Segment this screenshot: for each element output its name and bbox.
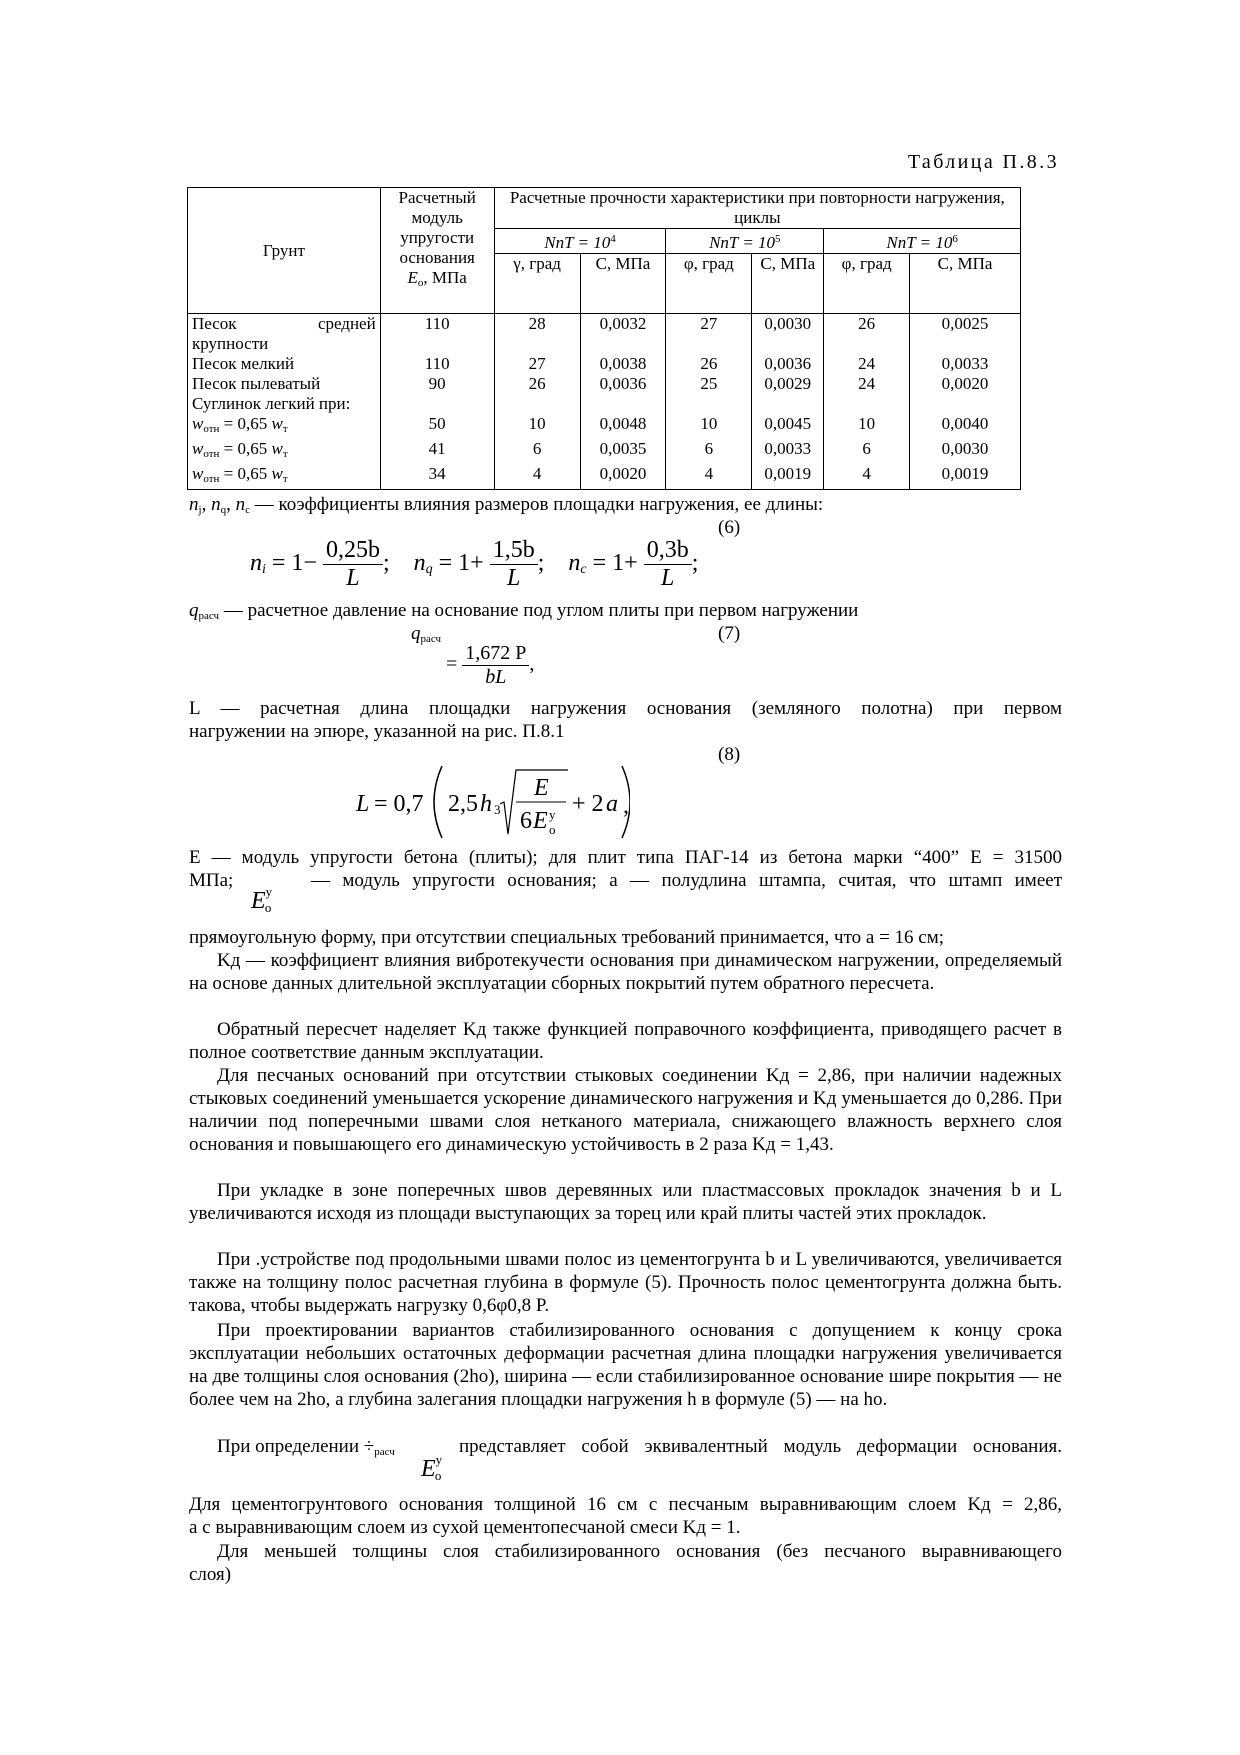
subheader-phi3: φ, град — [824, 254, 910, 314]
soil-cell: $w_{отн} = 0,65$ $w_т$ — [188, 414, 381, 439]
svg-text:L: L — [356, 791, 370, 817]
svg-text:E: E — [533, 808, 548, 834]
table-row: Песок средней крупности 110 28 0,0032 27 0,0030 26 0,0025 — [188, 314, 1021, 355]
table-row: $w_{отн} = 0,65$ $w_т$ 50 10 0,0048 10 0,0045 10 0,0040 — [188, 414, 1021, 439]
eq-number-7: (7) — [718, 623, 741, 644]
text-E-def-2: МПа; — модуль упругости основания; a — полудлина штампа, считая, что штамп имеет — [189, 870, 1062, 891]
soil-cell: Песок средней крупности — [188, 314, 381, 355]
eq-number-6: (6) — [718, 517, 741, 538]
text-last-2: слоя) — [189, 1564, 232, 1585]
svg-text:3: 3 — [494, 802, 501, 817]
header-strength: Расчетные прочности характеристики при повторности нагружения, циклы — [494, 188, 1020, 229]
text-E-def-1: E — модуль упругости бетона (плиты); для плит типа ПАГ-14 из бетона марки “400” E = 31500 — [189, 847, 1062, 868]
svg-text:+ 2: + 2 — [572, 791, 604, 817]
header-cycles-1e6: NnT = $10^6$ — [824, 229, 1021, 254]
text-E-def-3: прямоугольную форму, при отсутствии специальных требований принимается, что a = 16 см; — [189, 927, 945, 948]
para-kd: Kд — коэффициент влияния вибротекучести основания при динамическом нагружении, определяемый на основе данных длительной эксплуатации сборных покрытий путем обратного пересчета. — [189, 950, 1062, 994]
table-row: $w_{отн} = 0,65$ $w_т$ 41 6 0,0035 6 0,0033 6 0,0030 — [188, 439, 1021, 464]
para-reverse: Обратный пересчет наделяет Kд также функцией поправочного коэффициента, приводящего расчет в полное соответствие данным эксплуатации. — [189, 1019, 1062, 1063]
svg-text:2,5: 2,5 — [448, 791, 478, 817]
svg-text:h: h — [480, 791, 492, 817]
subheader-c3: C, МПа — [910, 254, 1021, 314]
formula-7-lhs: $q_{расч}$ — [411, 623, 442, 645]
text-L-def-2: нагружении на эпюре, указанной на рис. П.8.1 — [189, 721, 565, 742]
svg-text:a: a — [606, 791, 618, 817]
eq-number-8: (8) — [718, 744, 741, 765]
header-cycles-1e5: NnT = $10^5$ — [666, 229, 824, 254]
table-row: Песок мелкий 110 27 0,0038 26 0,0036 24 0,0033 — [188, 354, 1021, 374]
subheader-c1: C, МПа — [580, 254, 666, 314]
soil-cell: $w_{отн} = 0,65$ $w_т$ — [188, 464, 381, 490]
svg-text:E: E — [534, 775, 549, 801]
text-def-line: При определении $\div_{расч}$ представляет собой эквивалентный модуль деформации основания. — [217, 1436, 1062, 1458]
subheader-c2: C, МПа — [752, 254, 824, 314]
text-cement-1: Для цементогрунтового основания толщиной 16 см с песчаным выравнивающим слоем Kд = 2,86, — [189, 1494, 1062, 1515]
header-modulus: Расчетный модуль упругости основания $E_о$, МПа — [380, 188, 494, 314]
svg-text:= 0,7: = 0,7 — [374, 791, 424, 817]
table-caption: Таблица П.8.3 — [907, 151, 1059, 173]
subheader-phi2: φ, град — [666, 254, 752, 314]
para-sand: Для песчаных оснований при отсутствии стыковых соединении Kд = 2,86, при наличии надежных стыковых соединений уменьшается ускорение динамического нагружения и Kд уменьшается до 0,286. При наличии под поперечными швами слоя нетканого материала, снижающего влажность верхнего слоя основания и повышающего его динамическую устойчивость в 2 раза Kд = 1,43. — [189, 1065, 1062, 1155]
svg-text:у: у — [549, 807, 556, 822]
svg-text:6: 6 — [520, 808, 532, 834]
text-last-1: Для меньшей толщины слоя стабилизированного основания (без песчаного выравнивающего — [217, 1541, 1062, 1562]
table-row: Суглинок легкий при: — [188, 394, 1021, 414]
symbol-E-o-y-2: $E^уо$ — [421, 1452, 442, 1483]
formula-6: $n_i = 1-$ $\frac{0,25b}{L}$ ; $n_q = 1+$ $\frac{1,5b}{L}$ ; $n_c = 1+$ $\frac{0,3b}{L}$ ; — [250, 537, 699, 591]
para-design: При проектировании вариантов стабилизированного основания с допущением к концу срока эксплуатации небольших остаточных деформации расчетная длина площадки нагружения увеличивается на две толщины слоя основания (2hо), ширина — если стабилизированное основание шире покрытия — не более чем на 2hо, а глубина залегания площадки нагружения h в формуле (5) — на hо. — [189, 1320, 1062, 1410]
text-cement-2: а с выравнивающим слоем из сухой цементопесчаной смеси Kд = 1. — [189, 1517, 741, 1538]
table-row: Песок пылеватый 90 26 0,0036 25 0,0029 24 0,0020 — [188, 374, 1021, 394]
formula-7: = $\frac{1,672 P}{bL}$ , — [446, 642, 535, 688]
para-pads: При укладке в зоне поперечных швов деревянных или пластмассовых прокладок значения b и L увеличиваются исходя из площади выступающих за торец или край плиты частей этих прокладок. — [189, 1180, 1062, 1224]
text-L-def-1: L — расчетная длина площадки нагружения основания (земляного полотна) при первом — [189, 698, 1062, 719]
header-cycles-1e4: NnT = $10^4$ — [494, 229, 666, 254]
soil-cell: $w_{отн} = 0,65$ $w_т$ — [188, 439, 381, 464]
table-row: $w_{отн} = 0,65$ $w_т$ 34 4 0,0020 4 0,0019 4 0,0019 — [188, 464, 1021, 490]
formula-8-comma: , — [623, 793, 629, 819]
text-n-coeffs: $n_j$, $n_q$, $n_c$ — коэффициенты влияния размеров площадки нагружения, ее длины: — [189, 494, 824, 516]
text-q-def: $q_{расч}$ — расчетное давление на основание под углом плиты при первом нагружении — [189, 600, 859, 622]
symbol-E-o-y: $E^уо$ — [251, 884, 272, 915]
formula-8 — [350, 762, 630, 842]
header-soil: Грунт — [188, 188, 381, 314]
strength-table — [187, 187, 1021, 490]
subheader-gamma: γ, град — [494, 254, 580, 314]
svg-text:о: о — [549, 822, 556, 837]
para-strips: При .устройстве под продольными швами полос из цементогрунта b и L увеличиваются, увеличивается также на толщину полос расчетная глубина в формуле (5). Прочность полос цементогрунта должна быть. такова, чтобы выдержать нагрузку 0,6φ0,8 P. — [189, 1249, 1062, 1316]
